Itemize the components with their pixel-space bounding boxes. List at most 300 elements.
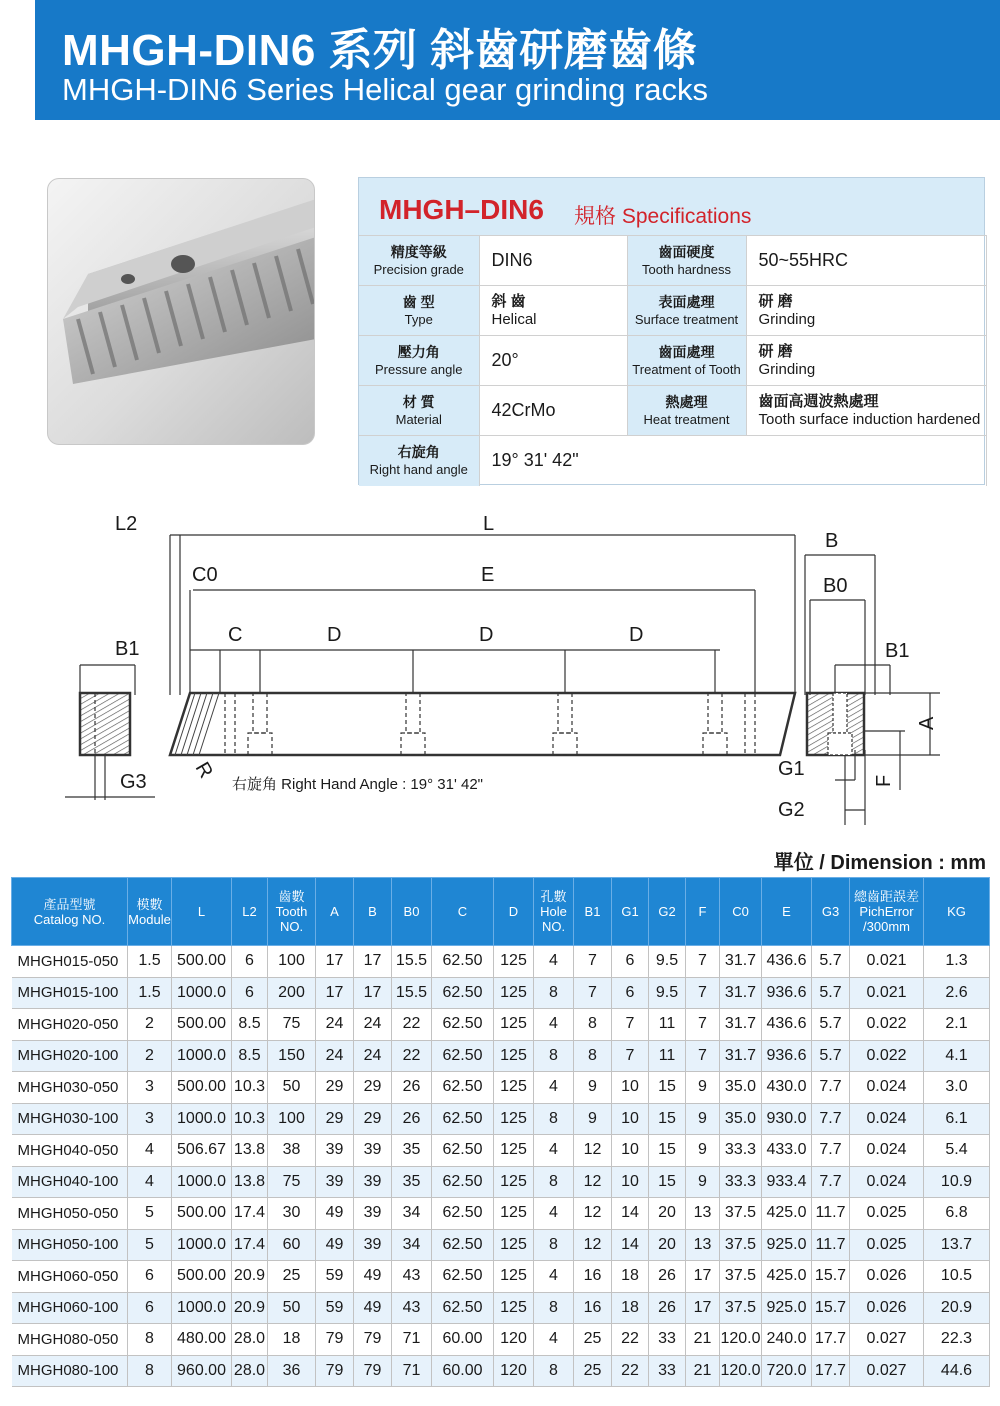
table-cell: 7	[612, 1040, 649, 1072]
table-cell: 9	[574, 1103, 612, 1135]
table-cell: 5.7	[812, 1009, 850, 1041]
table-cell: 18	[268, 1324, 316, 1356]
table-cell: 17.4	[232, 1229, 268, 1261]
table-cell: 960.00	[172, 1355, 232, 1387]
spec-value: DIN6	[479, 236, 627, 286]
table-cell: 2	[128, 1040, 172, 1072]
table-cell: 62.50	[432, 1103, 494, 1135]
table-row	[12, 1198, 990, 1230]
table-cell: 480.00	[172, 1324, 232, 1356]
table-cell: 43	[392, 1292, 432, 1324]
table-cell: 17.4	[232, 1198, 268, 1230]
table-cell: 4	[534, 946, 574, 978]
table-cell: 13	[686, 1229, 720, 1261]
catalog-number-cell: MHGH060-100	[12, 1292, 128, 1324]
table-cell: 33.3	[720, 1135, 762, 1167]
table-cell: 20.9	[232, 1292, 268, 1324]
table-cell: 125	[494, 1261, 534, 1293]
table-cell: 26	[392, 1072, 432, 1104]
table-cell: 506.67	[172, 1135, 232, 1167]
table-cell: 15	[649, 1135, 686, 1167]
table-cell: 79	[354, 1324, 392, 1356]
table-cell: 11	[649, 1009, 686, 1041]
table-cell: 430.0	[762, 1072, 812, 1104]
table-cell: 936.6	[762, 977, 812, 1009]
table-cell: 9	[686, 1103, 720, 1135]
label-D: D	[479, 624, 494, 646]
table-cell: 100	[268, 1103, 316, 1135]
table-cell: 7	[686, 977, 720, 1009]
col-header: C	[432, 878, 494, 946]
table-cell: 62.50	[432, 977, 494, 1009]
table-cell: 25	[574, 1355, 612, 1387]
technical-drawing	[55, 505, 990, 825]
col-header: 孔數 Hole NO.	[534, 878, 574, 946]
label-D: D	[629, 624, 644, 646]
table-cell: 21	[686, 1355, 720, 1387]
table-cell: 24	[316, 1009, 354, 1041]
table-cell: 17	[354, 977, 392, 1009]
table-cell: 38	[268, 1135, 316, 1167]
left-section	[80, 693, 130, 755]
table-cell: 125	[494, 977, 534, 1009]
table-cell: 60	[268, 1229, 316, 1261]
drawing-labels	[115, 513, 938, 821]
table-row	[12, 1040, 990, 1072]
spec-subtitle: 規格 Specifications	[574, 205, 752, 228]
col-header: KG	[924, 878, 990, 946]
table-cell: 9.5	[649, 977, 686, 1009]
catalog-number-cell: MHGH040-100	[12, 1166, 128, 1198]
table-cell: 120.0	[720, 1355, 762, 1387]
table-cell: 39	[354, 1166, 392, 1198]
col-header: G1	[612, 878, 649, 946]
table-cell: 35	[392, 1166, 432, 1198]
label-L2: L2	[115, 513, 138, 535]
table-cell: 49	[316, 1198, 354, 1230]
table-cell: 14	[612, 1198, 649, 1230]
col-header: G2	[649, 878, 686, 946]
table-cell: 34	[392, 1198, 432, 1230]
table-cell: 17	[686, 1292, 720, 1324]
table-cell: 1000.0	[172, 977, 232, 1009]
col-header: 模數 Module	[128, 878, 172, 946]
col-header: G3	[812, 878, 850, 946]
label-G1: G1	[778, 758, 805, 780]
table-cell: 59	[316, 1261, 354, 1293]
table-cell: 930.0	[762, 1103, 812, 1135]
table-cell: 13.7	[924, 1229, 990, 1261]
table-cell: 28.0	[232, 1355, 268, 1387]
label-B: B	[825, 530, 839, 552]
table-cell: 31.7	[720, 1009, 762, 1041]
table-cell: 1000.0	[172, 1166, 232, 1198]
table-cell: 17	[686, 1261, 720, 1293]
table-cell: 120	[494, 1324, 534, 1356]
table-cell: 6.8	[924, 1198, 990, 1230]
table-cell: 120.0	[720, 1324, 762, 1356]
spec-header	[359, 178, 984, 235]
table-cell: 44.6	[924, 1355, 990, 1387]
table-row	[12, 977, 990, 1009]
catalog-number-cell: MHGH020-050	[12, 1009, 128, 1041]
table-cell: 500.00	[172, 1072, 232, 1104]
table-cell: 9	[686, 1072, 720, 1104]
table-cell: 6	[612, 977, 649, 1009]
table-cell: 7	[612, 1009, 649, 1041]
table-cell: 39	[316, 1135, 354, 1167]
table-cell: 49	[316, 1229, 354, 1261]
table-cell: 26	[649, 1261, 686, 1293]
table-cell: 125	[494, 1072, 534, 1104]
table-cell: 0.026	[850, 1261, 924, 1293]
table-cell: 10.3	[232, 1072, 268, 1104]
table-cell: 39	[316, 1166, 354, 1198]
label-G3: G3	[120, 771, 147, 793]
table-cell: 37.5	[720, 1229, 762, 1261]
specifications-box	[358, 177, 985, 485]
table-cell: 4	[534, 1009, 574, 1041]
catalog-number-cell: MHGH030-100	[12, 1103, 128, 1135]
table-cell: 436.6	[762, 1009, 812, 1041]
table-cell: 8	[534, 1040, 574, 1072]
table-cell: 200	[268, 977, 316, 1009]
table-row	[12, 1324, 990, 1356]
table-cell: 120	[494, 1355, 534, 1387]
label-D: D	[327, 624, 342, 646]
col-header: E	[762, 878, 812, 946]
table-cell: 500.00	[172, 1261, 232, 1293]
table-cell: 925.0	[762, 1229, 812, 1261]
col-header: L2	[232, 878, 268, 946]
table-cell: 3	[128, 1072, 172, 1104]
col-header: D	[494, 878, 534, 946]
label-R: R	[190, 758, 217, 783]
table-cell: 22	[392, 1040, 432, 1072]
catalog-number-cell: MHGH050-050	[12, 1198, 128, 1230]
table-cell: 35	[392, 1135, 432, 1167]
col-header: A	[316, 878, 354, 946]
table-cell: 11	[649, 1040, 686, 1072]
table-cell: 0.026	[850, 1292, 924, 1324]
table-cell: 6.1	[924, 1103, 990, 1135]
table-cell: 14	[612, 1229, 649, 1261]
table-cell: 49	[354, 1261, 392, 1293]
table-cell: 62.50	[432, 1198, 494, 1230]
table-cell: 1.5	[128, 977, 172, 1009]
spec-label: 右旋角 Right hand angle	[359, 436, 479, 486]
table-cell: 71	[392, 1324, 432, 1356]
table-cell: 62.50	[432, 1292, 494, 1324]
spec-value: 研 磨 Grinding	[746, 336, 986, 386]
spec-value: 42CrMo	[479, 386, 627, 436]
table-cell: 240.0	[762, 1324, 812, 1356]
label-C0: C0	[192, 564, 218, 586]
table-cell: 7	[686, 1040, 720, 1072]
spec-label: 精度等級 Precision grade	[359, 236, 479, 286]
table-cell: 125	[494, 1103, 534, 1135]
table-cell: 33	[649, 1324, 686, 1356]
spec-label: 齒面硬度 Tooth hardness	[627, 236, 746, 286]
table-row	[12, 946, 990, 978]
table-cell: 7	[686, 1009, 720, 1041]
table-cell: 15	[649, 1166, 686, 1198]
table-cell: 29	[316, 1072, 354, 1104]
table-cell: 7	[574, 977, 612, 1009]
table-cell: 35.0	[720, 1072, 762, 1104]
table-cell: 8	[534, 977, 574, 1009]
table-cell: 13.8	[232, 1166, 268, 1198]
col-header: B1	[574, 878, 612, 946]
table-cell: 29	[354, 1103, 392, 1135]
table-cell: 4	[534, 1324, 574, 1356]
table-cell: 71	[392, 1355, 432, 1387]
table-cell: 100	[268, 946, 316, 978]
col-header: B0	[392, 878, 432, 946]
table-cell: 29	[316, 1103, 354, 1135]
table-cell: 933.4	[762, 1166, 812, 1198]
table-cell: 15.5	[392, 977, 432, 1009]
spec-row	[359, 436, 986, 486]
spec-label: 熱處理 Heat treatment	[627, 386, 746, 436]
table-cell: 25	[268, 1261, 316, 1293]
table-cell: 125	[494, 1229, 534, 1261]
table-cell: 9.5	[649, 946, 686, 978]
table-cell: 7.7	[812, 1072, 850, 1104]
table-row	[12, 1261, 990, 1293]
table-cell: 7	[574, 946, 612, 978]
table-row	[12, 1135, 990, 1167]
table-cell: 79	[316, 1355, 354, 1387]
table-cell: 1000.0	[172, 1292, 232, 1324]
label-L: L	[483, 513, 495, 535]
table-cell: 10	[612, 1135, 649, 1167]
table-cell: 2.6	[924, 977, 990, 1009]
spec-value: 20°	[479, 336, 627, 386]
table-cell: 0.024	[850, 1166, 924, 1198]
table-cell: 37.5	[720, 1198, 762, 1230]
dimension-table	[11, 877, 990, 1387]
table-cell: 10.5	[924, 1261, 990, 1293]
label-A: A	[916, 716, 938, 730]
table-cell: 500.00	[172, 1009, 232, 1041]
table-cell: 20	[649, 1198, 686, 1230]
table-cell: 4	[534, 1198, 574, 1230]
col-header: 產品型號 Catalog NO.	[12, 878, 128, 946]
table-cell: 10.9	[924, 1166, 990, 1198]
table-cell: 62.50	[432, 946, 494, 978]
table-row	[12, 1229, 990, 1261]
table-cell: 125	[494, 1135, 534, 1167]
spec-value: 研 磨 Grinding	[746, 286, 986, 336]
table-cell: 125	[494, 1292, 534, 1324]
dimension-unit: 單位 / Dimension : mm	[773, 852, 986, 874]
table-cell: 21	[686, 1324, 720, 1356]
table-cell: 425.0	[762, 1261, 812, 1293]
table-cell: 59	[316, 1292, 354, 1324]
table-cell: 24	[316, 1040, 354, 1072]
table-cell: 10	[612, 1103, 649, 1135]
right-hand-angle-note: 右旋角 Right Hand Angle : 19° 31' 42"	[232, 776, 483, 793]
catalog-number-cell: MHGH020-100	[12, 1040, 128, 1072]
table-cell: 26	[392, 1103, 432, 1135]
table-cell: 31.7	[720, 946, 762, 978]
table-cell: 5.4	[924, 1135, 990, 1167]
table-cell: 62.50	[432, 1261, 494, 1293]
table-cell: 2.1	[924, 1009, 990, 1041]
table-cell: 0.027	[850, 1355, 924, 1387]
table-cell: 125	[494, 1198, 534, 1230]
table-cell: 4	[534, 1261, 574, 1293]
spec-label: 壓力角 Pressure angle	[359, 336, 479, 386]
table-cell: 36	[268, 1355, 316, 1387]
spec-value: 斜 齒 Helical	[479, 286, 627, 336]
table-cell: 3	[128, 1103, 172, 1135]
table-cell: 79	[354, 1355, 392, 1387]
table-cell: 37.5	[720, 1292, 762, 1324]
table-cell: 62.50	[432, 1009, 494, 1041]
table-cell: 25	[574, 1324, 612, 1356]
table-cell: 7.7	[812, 1103, 850, 1135]
table-cell: 12	[574, 1166, 612, 1198]
table-cell: 8	[534, 1166, 574, 1198]
table-cell: 6	[232, 946, 268, 978]
table-cell: 79	[316, 1324, 354, 1356]
table-cell: 43	[392, 1261, 432, 1293]
table-cell: 33	[649, 1355, 686, 1387]
table-cell: 17.7	[812, 1324, 850, 1356]
catalog-number-cell: MHGH080-050	[12, 1324, 128, 1356]
spec-label: 齒 型 Type	[359, 286, 479, 336]
table-cell: 10	[612, 1166, 649, 1198]
table-cell: 8.5	[232, 1040, 268, 1072]
table-cell: 60.00	[432, 1324, 494, 1356]
table-cell: 433.0	[762, 1135, 812, 1167]
page-title-en: MHGH-DIN6 Series Helical gear grinding racks	[62, 72, 709, 107]
table-cell: 15.7	[812, 1292, 850, 1324]
catalog-number-cell: MHGH040-050	[12, 1135, 128, 1167]
table-cell: 0.021	[850, 977, 924, 1009]
spec-label: 齒面處理 Treatment of Tooth	[627, 336, 746, 386]
table-cell: 22.3	[924, 1324, 990, 1356]
table-cell: 125	[494, 1040, 534, 1072]
table-cell: 0.024	[850, 1135, 924, 1167]
table-cell: 5	[128, 1229, 172, 1261]
table-cell: 50	[268, 1292, 316, 1324]
table-cell: 125	[494, 1166, 534, 1198]
table-cell: 15.7	[812, 1261, 850, 1293]
catalog-number-cell: MHGH050-100	[12, 1229, 128, 1261]
table-cell: 75	[268, 1009, 316, 1041]
label-C: C	[228, 624, 243, 646]
table-cell: 49	[354, 1292, 392, 1324]
spec-label: 表面處理 Surface treatment	[627, 286, 746, 336]
table-cell: 20.9	[924, 1292, 990, 1324]
table-cell: 10.3	[232, 1103, 268, 1135]
table-cell: 20.9	[232, 1261, 268, 1293]
table-row	[12, 1355, 990, 1387]
table-cell: 7.7	[812, 1135, 850, 1167]
gear-rack-image	[48, 179, 315, 445]
table-cell: 17	[354, 946, 392, 978]
table-cell: 30	[268, 1198, 316, 1230]
table-cell: 150	[268, 1040, 316, 1072]
table-cell: 4	[534, 1072, 574, 1104]
table-cell: 6	[128, 1261, 172, 1293]
col-header: L	[172, 878, 232, 946]
table-cell: 17.7	[812, 1355, 850, 1387]
table-cell: 0.022	[850, 1009, 924, 1041]
table-cell: 24	[354, 1040, 392, 1072]
table-cell: 0.024	[850, 1072, 924, 1104]
table-cell: 5.7	[812, 1040, 850, 1072]
spec-label: 材 質 Material	[359, 386, 479, 436]
table-row	[12, 1009, 990, 1041]
table-cell: 62.50	[432, 1072, 494, 1104]
table-cell: 5.7	[812, 977, 850, 1009]
table-cell: 4	[128, 1135, 172, 1167]
table-cell: 62.50	[432, 1135, 494, 1167]
table-cell: 8	[534, 1103, 574, 1135]
table-cell: 18	[612, 1292, 649, 1324]
product-photo	[47, 178, 315, 445]
col-header: B	[354, 878, 392, 946]
table-cell: 4	[128, 1166, 172, 1198]
spec-row	[359, 336, 986, 386]
table-cell: 16	[574, 1261, 612, 1293]
page-header	[35, 0, 1000, 120]
table-cell: 37.5	[720, 1261, 762, 1293]
col-header: C0	[720, 878, 762, 946]
table-cell: 8	[534, 1355, 574, 1387]
table-row	[12, 1103, 990, 1135]
table-cell: 12	[574, 1198, 612, 1230]
table-cell: 925.0	[762, 1292, 812, 1324]
table-cell: 425.0	[762, 1198, 812, 1230]
table-cell: 436.6	[762, 946, 812, 978]
col-header: 總齒距誤差 PichError /300mm	[850, 878, 924, 946]
table-cell: 6	[612, 946, 649, 978]
spec-row	[359, 286, 986, 336]
table-cell: 0.027	[850, 1324, 924, 1356]
table-cell: 62.50	[432, 1166, 494, 1198]
catalog-number-cell: MHGH015-100	[12, 977, 128, 1009]
table-cell: 18	[612, 1261, 649, 1293]
table-cell: 4	[534, 1135, 574, 1167]
table-cell: 1.5	[128, 946, 172, 978]
table-cell: 9	[686, 1166, 720, 1198]
table-cell: 1.3	[924, 946, 990, 978]
table-cell: 10	[612, 1072, 649, 1104]
table-cell: 39	[354, 1198, 392, 1230]
spec-row	[359, 236, 986, 286]
table-cell: 8	[534, 1292, 574, 1324]
table-header-row	[12, 878, 990, 946]
table-cell: 22	[612, 1355, 649, 1387]
table-cell: 35.0	[720, 1103, 762, 1135]
table-cell: 11.7	[812, 1229, 850, 1261]
catalog-number-cell: MHGH060-050	[12, 1261, 128, 1293]
table-cell: 0.021	[850, 946, 924, 978]
table-cell: 1000.0	[172, 1229, 232, 1261]
table-row	[12, 1292, 990, 1324]
table-cell: 4.1	[924, 1040, 990, 1072]
table-cell: 26	[649, 1292, 686, 1324]
table-cell: 15	[649, 1103, 686, 1135]
catalog-number-cell: MHGH080-100	[12, 1355, 128, 1387]
table-cell: 22	[612, 1324, 649, 1356]
table-cell: 6	[232, 977, 268, 1009]
